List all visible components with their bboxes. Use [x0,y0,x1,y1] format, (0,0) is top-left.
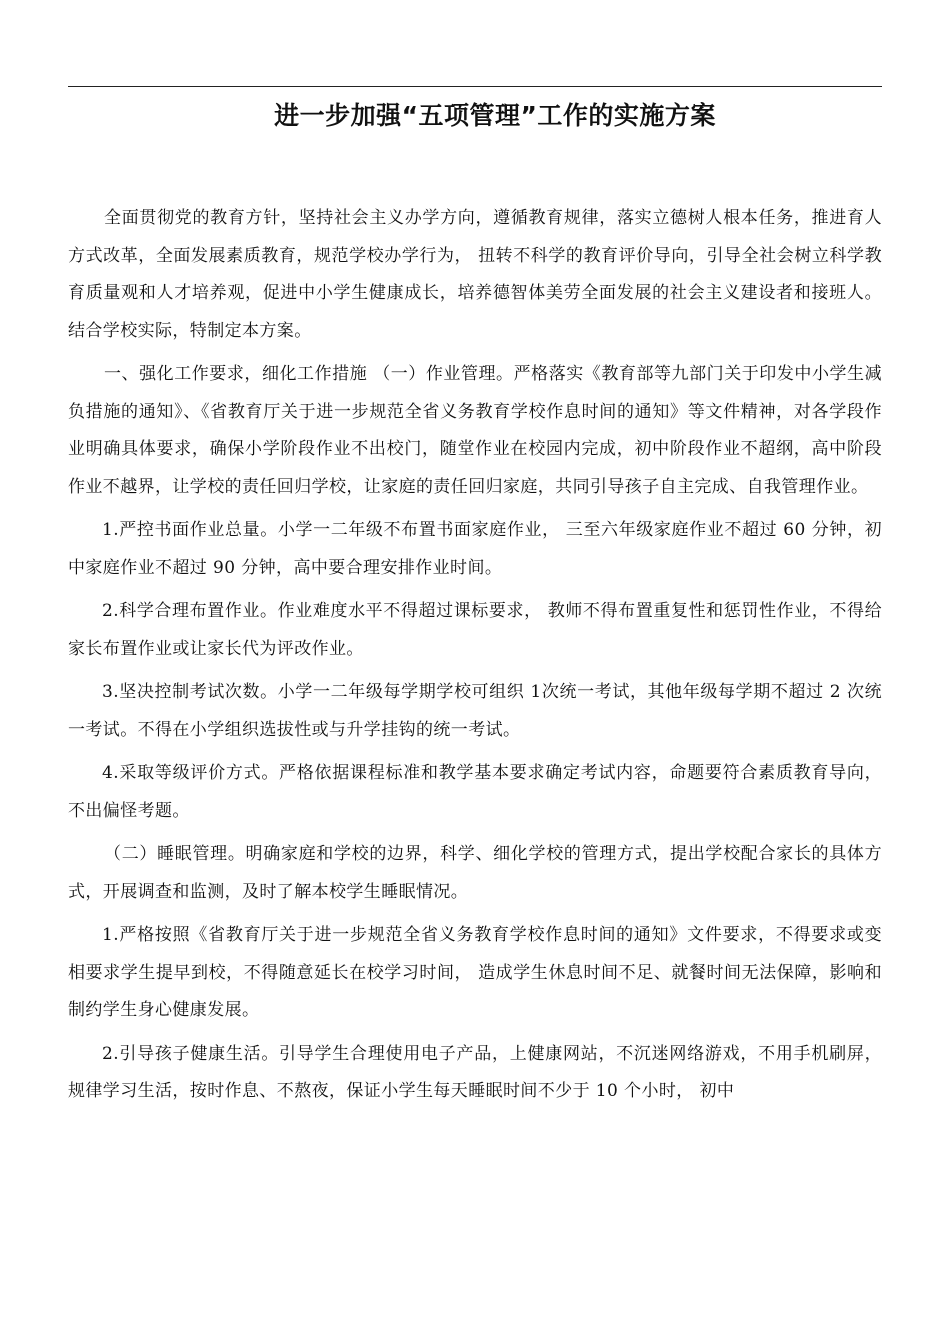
paragraph-section-1-homework: 一、强化工作要求，细化工作措施 （一）作业管理。严格落实《教育部等九部门关于印发中小学生减负措施的通知》、《省教育厅关于进一步规范全省义务教育学校作息时间的通知》等文件精神，对各学段作业明确具体要求，确保小学阶段作业不出校门，随堂作业在校园内完成，初中阶段作业不超纲，高中阶段作业不越界，让学校的责任回归学校，让家庭的责任回归家庭，共同引导孩子自主完成、自我管理作业。 [68,364,882,497]
paragraph-section-2-sleep: （二）睡眠管理。明确家庭和学校的边界，科学、细化学校的管理方式，提出学校配合家长的具体方式，开展调查和监测，及时了解本校学生睡眠情况。 [68,844,882,902]
document-title: 进一步加强“五项管理”工作的实施方案 [274,101,716,130]
paragraph-item-2: 2.科学合理布置作业。作业难度水平不得超过课标要求， 教师不得布置重复性和惩罚性作业，不得给家长布置作业或让家长代为评改作业。 [68,601,882,659]
header-rule [68,86,882,87]
paragraph-sleep-item-1: 1.严格按照《省教育厅关于进一步规范全省义务教育学校作息时间的通知》文件要求，不得要求或变相要求学生提早到校，不得随意延长在校学习时间， 造成学生休息时间不足、就餐时间无法保障，影响和制约学生身心健康发展。 [68,925,882,1020]
paragraph-intro: 全面贯彻党的教育方针，坚持社会主义办学方向，遵循教育规律，落实立德树人根本任务，推进育人方式改革，全面发展素质教育，规范学校办学行为， 扭转不科学的教育评价导向，引导全社会树立科学教育质量观和人才培养观，促进中小学生健康成长，培养德智体美劳全面发展的社会主义建设者和接班人。结合学校实际，特制定本方案。 [68,208,882,341]
paragraph-item-1: 1.严控书面作业总量。小学一二年级不布置书面家庭作业， 三至六年级家庭作业不超过 60 分钟，初中家庭作业不超过 90 分钟，高中要合理安排作业时间。 [68,520,882,578]
paragraph-item-4: 4.采取等级评价方式。严格依据课程标准和教学基本要求确定考试内容，命题要符合素质教育导向，不出偏怪考题。 [68,763,882,821]
paragraph-sleep-item-2: 2.引导孩子健康生活。引导学生合理使用电子产品，上健康网站，不沉迷网络游戏，不用手机刷屏，规律学习生活，按时作息、不熬夜，保证小学生每天睡眠时间不少于 10 个小时， 初中 [68,1043,882,1101]
document-body [68,200,882,1117]
paragraph-item-3: 3.坚决控制考试次数。小学一二年级每学期学校可组织 1次统一考试，其他年级每学期不超过 2 次统一考试。不得在小学组织选拔性或与升学挂钩的统一考试。 [68,682,882,740]
